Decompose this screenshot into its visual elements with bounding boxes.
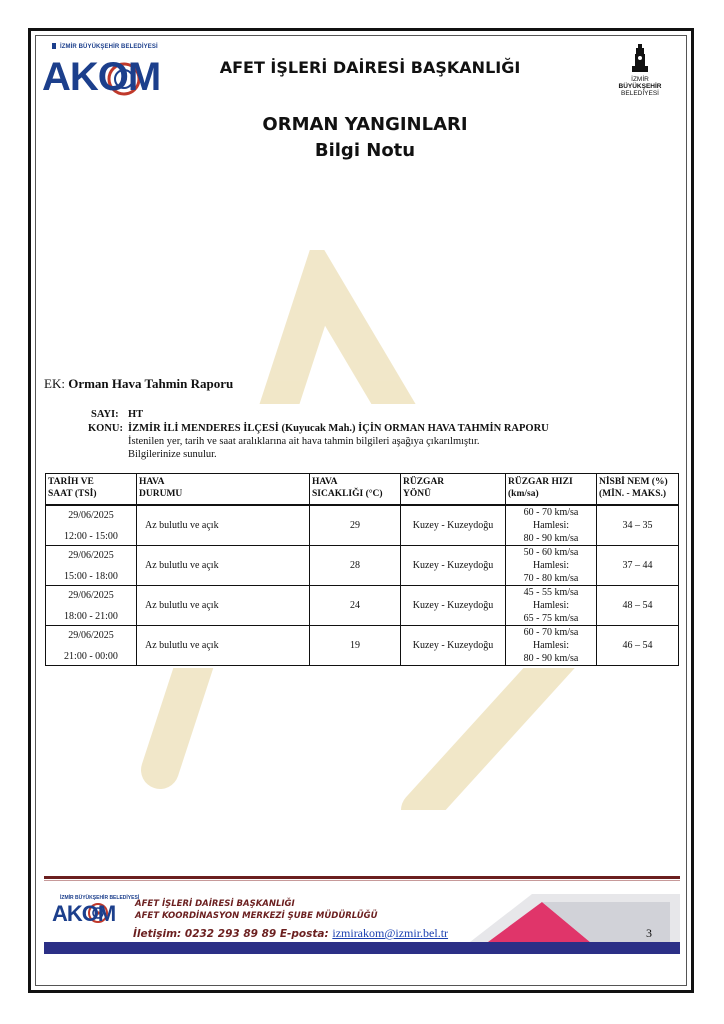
cell-temp: 29 (310, 505, 401, 546)
cell-humidity: 48 – 54 (597, 586, 679, 626)
footer-org-lines (135, 898, 378, 922)
col-header-date: TARİH VE SAAT (TSİ) (46, 474, 137, 506)
table-row (46, 626, 679, 666)
cell-wind-speed: 60 - 70 km/sa Hamlesi: 80 - 90 km/sa (506, 505, 597, 546)
ibb-logo-line1: İZMİR (631, 76, 649, 83)
footer-rule-thin (44, 880, 680, 881)
cell-datetime: 29/06/2025 15:00 - 18:00 (46, 546, 137, 586)
contact-text: İletişim: 0232 293 89 89 E-posta: (133, 928, 333, 940)
cell-humidity: 37 – 44 (597, 546, 679, 586)
konu-value: İZMİR İLİ MENDERES İLÇESİ (Kuyucak Mah.) İÇİN ORMAN HAVA TAHMİN RAPORU (128, 423, 549, 434)
table-header-row (46, 474, 679, 506)
footer-line1: AFET İŞLERİ DAİRESİ BAŞKANLIĞI (135, 899, 295, 909)
ibb-logo (614, 44, 666, 102)
email-link[interactable]: izmirakom@izmir.bel.tr (332, 926, 449, 940)
cell-weather: Az bulutlu ve açık (137, 546, 310, 586)
table-row (46, 586, 679, 626)
cell-wind-speed: 60 - 70 km/sa Hamlesi: 80 - 90 km/sa (506, 626, 597, 666)
attachment-label: EK: (44, 376, 65, 391)
cell-humidity: 46 – 54 (597, 626, 679, 666)
ibb-logo-line3: BELEDİYESİ (621, 90, 659, 97)
cell-datetime: 29/06/2025 12:00 - 15:00 (46, 505, 137, 546)
cell-temp: 24 (310, 586, 401, 626)
cell-wind-dir: Kuzey - Kuzeydoğu (401, 546, 506, 586)
sayi-value: HT (128, 409, 144, 420)
forecast-table (45, 473, 679, 666)
col-header-temp: HAVA SICAKLIĞI (°C) (310, 474, 401, 506)
col-header-weather: HAVA DURUMU (137, 474, 310, 506)
attachment-line (44, 376, 233, 392)
table-row (46, 505, 679, 546)
cell-weather: Az bulutlu ve açık (137, 586, 310, 626)
footer-bar (44, 942, 680, 954)
cell-wind-speed: 45 - 55 km/sa Hamlesi: 65 - 75 km/sa (506, 586, 597, 626)
title-line2: Bilgi Notu (314, 140, 416, 161)
intro-line1: İstenilen yer, tarih ve saat aralıklarına ait hava tahmin bilgileri aşağıya çıkarılmıştır. (128, 436, 480, 447)
konu-label: KONU: (88, 423, 123, 434)
cell-datetime: 29/06/2025 18:00 - 21:00 (46, 586, 137, 626)
cell-wind-dir: Kuzey - Kuzeydoğu (401, 586, 506, 626)
page-number: 3 (646, 926, 652, 940)
cell-weather: Az bulutlu ve açık (137, 626, 310, 666)
cell-wind-dir: Kuzey - Kuzeydoğu (401, 505, 506, 546)
footer-line2: AFET KOORDİNASYON MERKEZİ ŞUBE MÜDÜRLÜĞÜ (135, 911, 378, 921)
logo-municipality-text: İZMİR BÜYÜKŞEHİR BELEDİYESİ (60, 44, 158, 50)
intro-line2: Bilgilerinize sunulur. (128, 449, 217, 460)
document-title (150, 112, 580, 164)
header-title: AFET İŞLERİ DAİRESİ BAŞKANLIĞI (219, 58, 521, 77)
cell-temp: 19 (310, 626, 401, 666)
attachment-text: Orman Hava Tahmin Raporu (68, 376, 234, 391)
ibb-logo-line2: BÜYÜKŞEHİR (618, 83, 662, 90)
col-header-humidity: NİSBİ NEM (%) (MİN. - MAKS.) (597, 474, 679, 506)
cell-humidity: 34 – 35 (597, 505, 679, 546)
footer-logo-municipality-text: İZMİR BÜYÜKŞEHİR BELEDİYESİ (60, 895, 140, 901)
footer-contact (133, 926, 448, 941)
cell-wind-speed: 50 - 60 km/sa Hamlesi: 70 - 80 km/sa (506, 546, 597, 586)
cell-wind-dir: Kuzey - Kuzeydoğu (401, 626, 506, 666)
title-line1: ORMAN YANGINLARI (262, 114, 468, 135)
cell-temp: 28 (310, 546, 401, 586)
footer-akom-word: AKOM (52, 901, 116, 926)
akom-logo-word: AKOM (42, 55, 161, 99)
sayi-label: SAYI: (91, 409, 119, 420)
cell-weather: Az bulutlu ve açık (137, 505, 310, 546)
col-header-wind-dir: RÜZGAR YÖNÜ (401, 474, 506, 506)
clock-tower-icon (629, 44, 651, 72)
footer-rule (44, 876, 680, 879)
table-row (46, 546, 679, 586)
col-header-wind-speed: RÜZGAR HIZI (km/sa) (506, 474, 597, 506)
cell-datetime: 29/06/2025 21:00 - 00:00 (46, 626, 137, 666)
